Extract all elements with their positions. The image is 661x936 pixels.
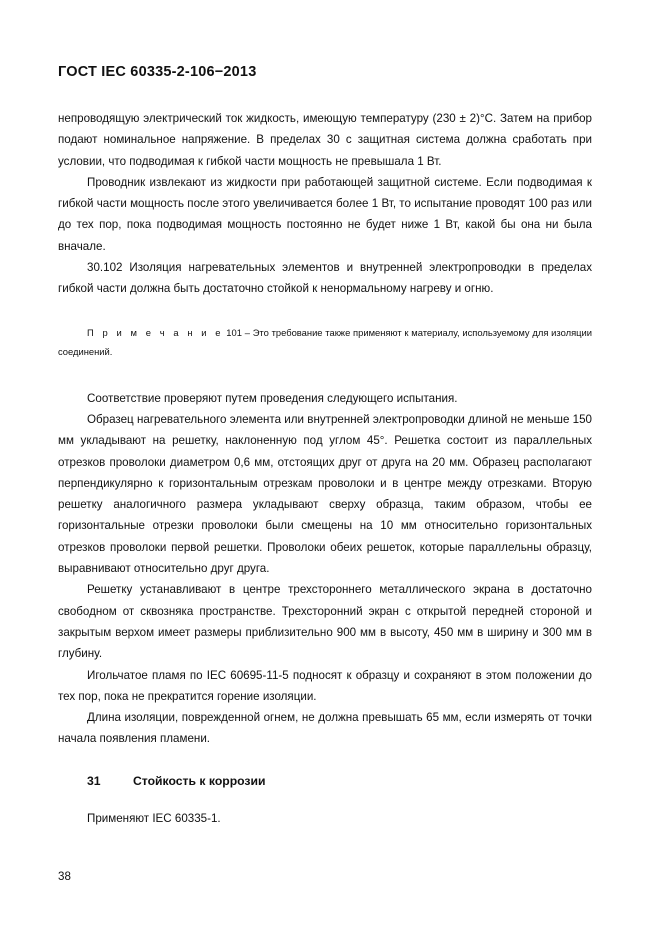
paragraph: Образец нагревательного элемента или внутренней электропроводки длиной не меньше 150 мм укладывают на решетку, наклоненную под углом 45°. Решетка состоит из параллельных отрезков проволоки диаметром 0,6 мм, отстоящих друг от друга на 20 мм. Образец располагают перпендикулярно к горизонтальным отрезкам проволоки и в центре между отрезками. Вторую решетку аналогичного размера укладывают сверху образца, таким образом, чтобы ее горизонтальные отрезки проволоки были смещены на 10 мм относительно горизонтальных отрезков проволоки первой решетки. Проволоки обеих решеток, которые параллельны образцу, выравнивают относительно друг друга. — [58, 412, 592, 576]
paragraph: непроводящую электрический ток жидкость, имеющую температуру (230 ± 2)°С. Затем на прибор подают номинальное напряжение. В пределах 30 с защитная система должна сработать при условии, что подводимая к гибкой части мощность не превышала 1 Вт. — [58, 112, 592, 168]
note-label: П р и м е ч а н и е — [87, 326, 224, 338]
section-number: 31 — [87, 773, 101, 788]
paragraph: Игольчатое пламя по IEC 60695-11-5 подносят к образцу и сохраняют в этом положении до тех пор, пока не прекратится горение изоляции. — [58, 668, 592, 703]
section-title: Стойкость к коррозии — [133, 773, 266, 788]
clause-paragraph: 30.102 Изоляция нагревательных элементов и внутренней электропроводки в пределах гибкой части должна быть достаточно стойкой к ненормальному нагреву и огню. — [58, 261, 592, 296]
paragraph: Длина изоляции, поврежденной огнем, не должна превышать 65 мм, если измерять от точки начала появления пламени. — [58, 711, 592, 746]
paragraph: Проводник извлекают из жидкости при работающей защитной системе. Если подводимая к гибкой части мощность после этого увеличивается более 1 Вт, то испытание проводят 100 раз или до тех пор, пока подводимая мощность постоянно не будет ниже 1 Вт, какой бы она ни была вначале. — [58, 175, 592, 253]
paragraph: Соответствие проверяют путем проведения следующего испытания. — [87, 391, 458, 405]
document-header: ГОСТ IEC 60335-2-106−2013 — [58, 64, 257, 80]
section-heading — [58, 771, 592, 792]
paragraph: Применяют IEC 60335-1. — [87, 812, 221, 826]
document-body — [58, 108, 592, 829]
note — [58, 323, 592, 361]
note-text: 101 – Это требование также применяют к материалу, используемому для изоляции соединений. — [58, 326, 592, 357]
page-number: 38 — [58, 870, 71, 883]
paragraph: Решетку устанавливают в центре трехстороннего металлического экрана в достаточно свободном от сквозняка пространстве. Трехсторонний экран с открытой передней стороной и закрытым верхом имеет размеры приблизительно 900 мм в высоту, 450 мм в ширину и 300 мм в глубину. — [58, 583, 592, 661]
